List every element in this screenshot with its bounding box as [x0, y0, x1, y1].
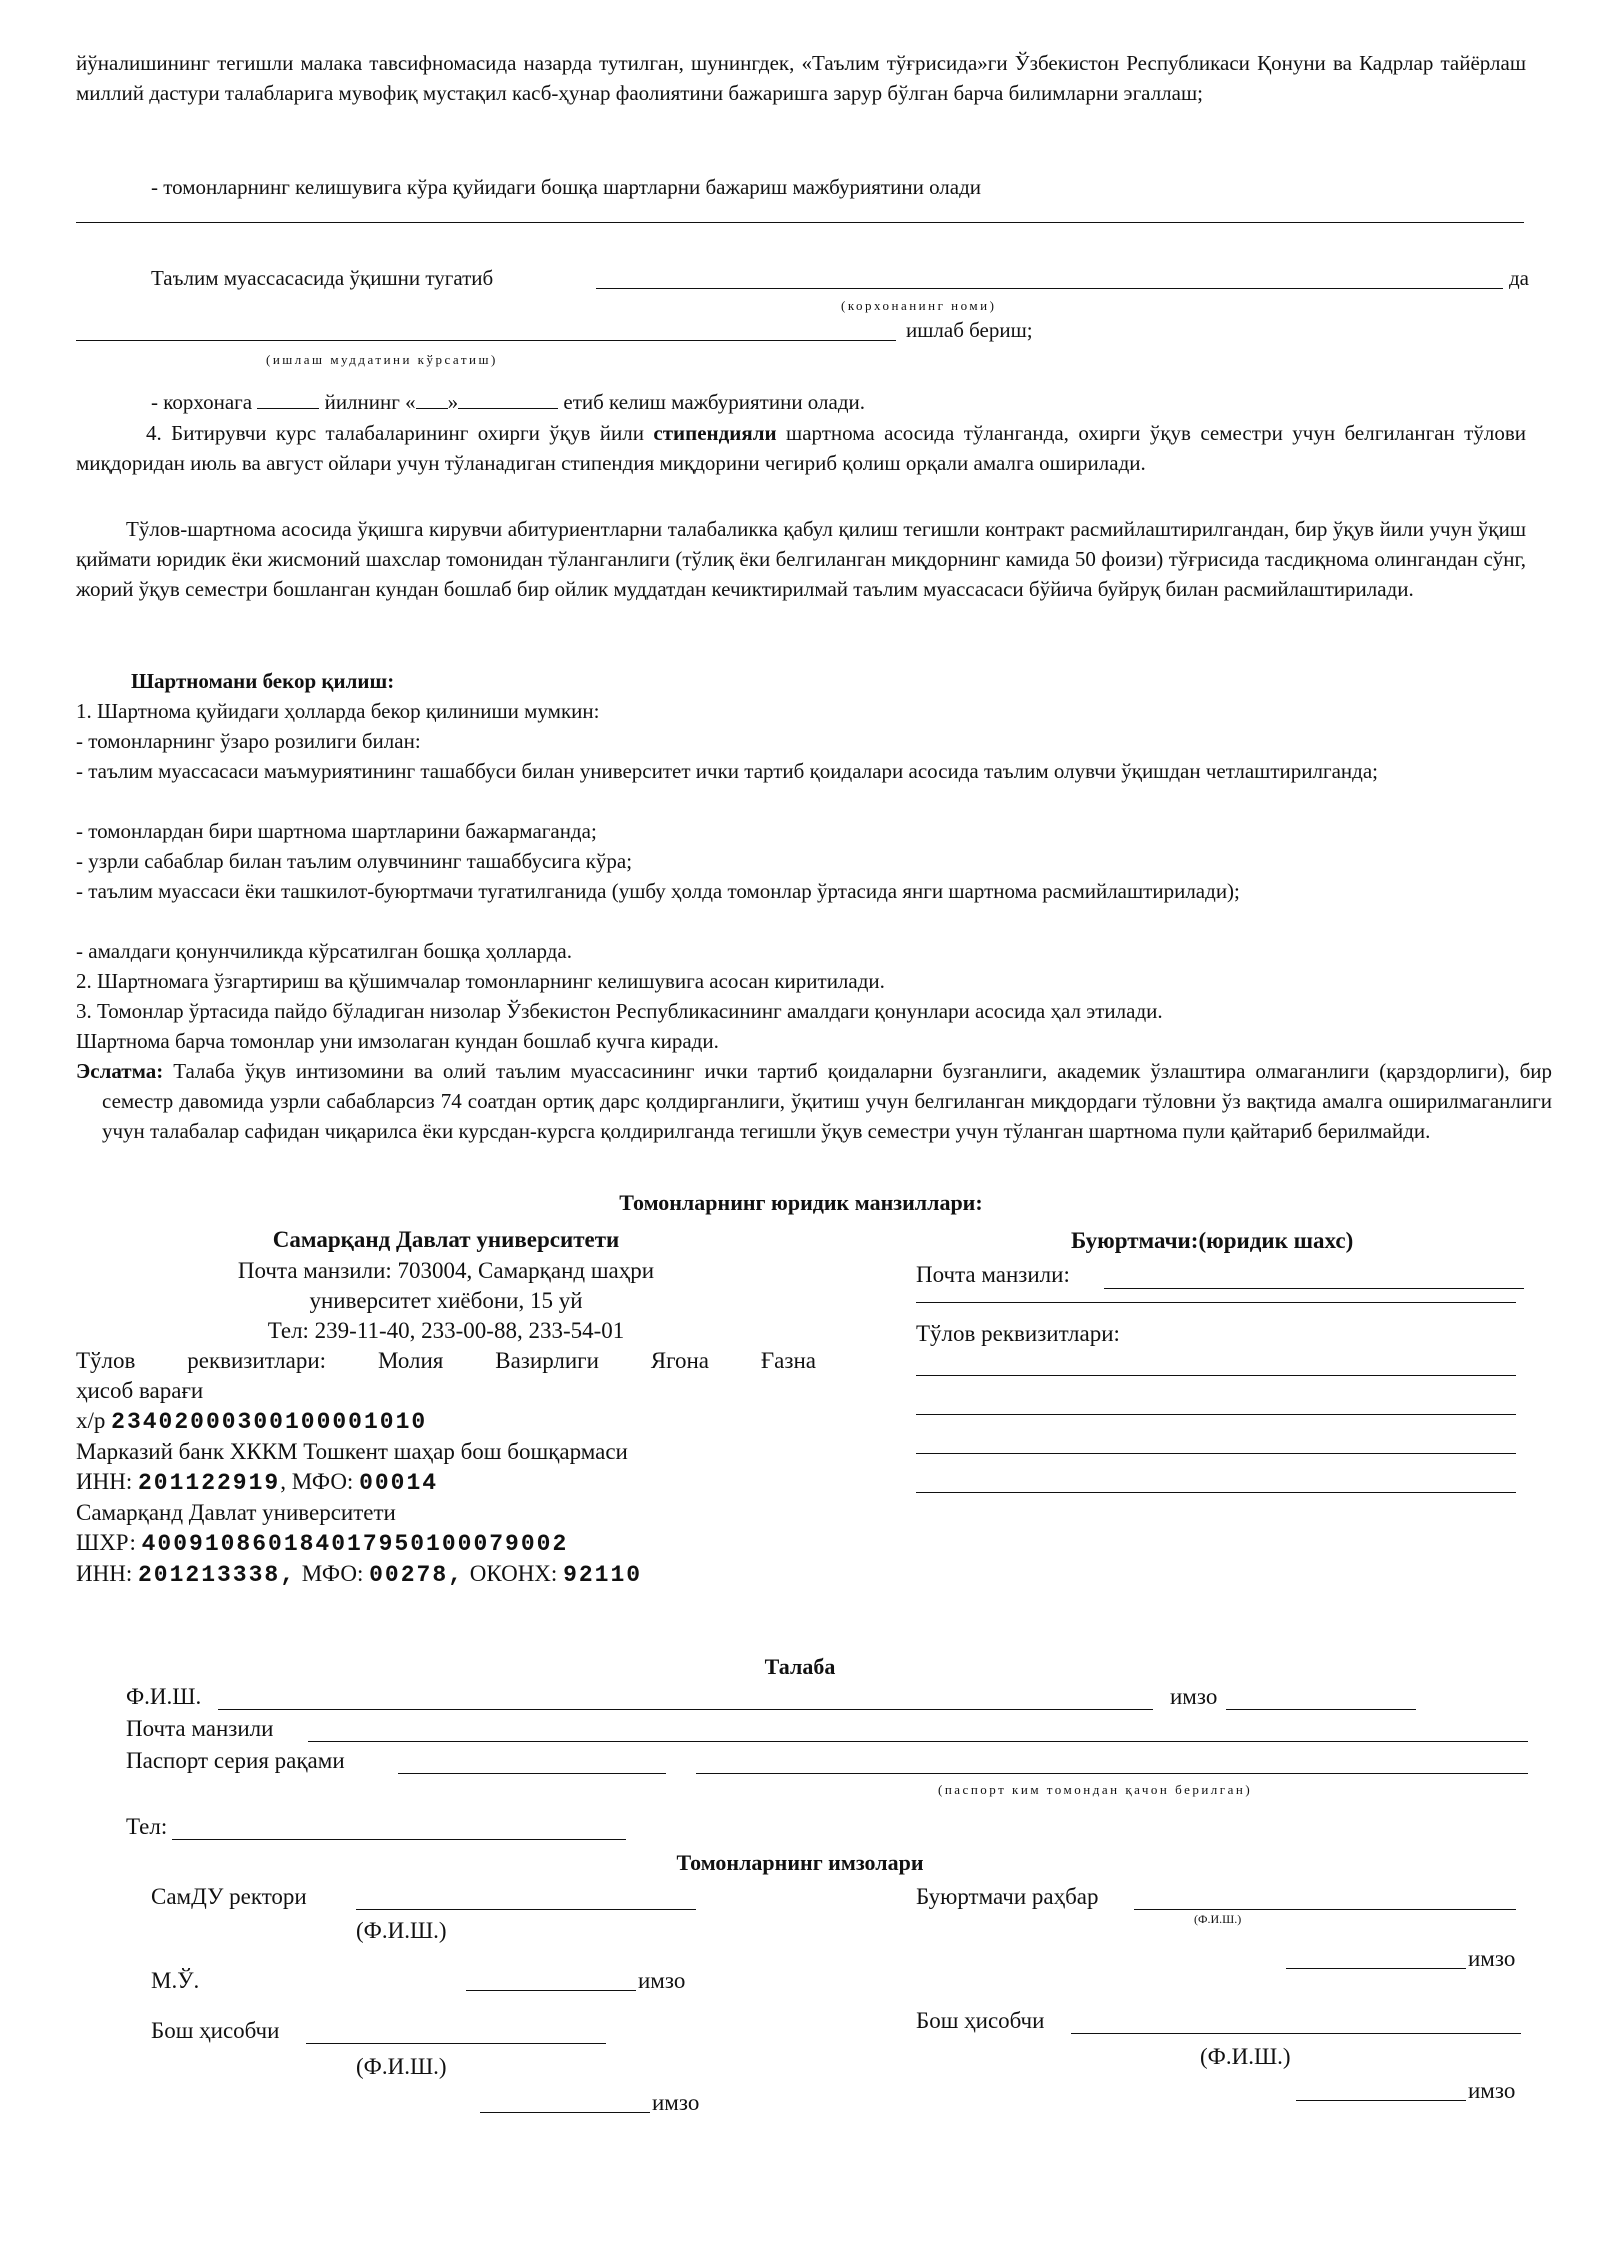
customer-accountant-sign-label: имзо [1468, 2078, 1516, 2103]
customer-heading: Буюртмачи:(юридик шахс) [1071, 1228, 1354, 1253]
blank-line [76, 222, 1524, 223]
student-phone-label: Тел: [126, 1814, 168, 1839]
accountant-name-field[interactable] [306, 2043, 606, 2044]
customer-block [916, 1226, 1526, 1493]
arrival-text-c: » [447, 390, 459, 414]
student-passport-number-field[interactable] [398, 1773, 666, 1774]
university-account-label: ҳисоб варағи [76, 1378, 204, 1403]
termination-sub-2: - таълим муассасаси маъмуриятининг ташаббуси билан университет ички тартиб қоидалари асосида таълим олувчи ўқишдан четлаштирилганда; [76, 759, 1378, 783]
university-block [76, 1224, 816, 1590]
arrival-text-b: йилнинг « [324, 390, 416, 414]
work-text: ишлаб бериш; [906, 318, 1033, 342]
university-inn-mfo-okonh: ИНН: 201213338, МФО: 00278, ОКОНХ: 92110 [76, 1561, 643, 1588]
university-bank: Марказий банк ХККМ Тошкент шаҳар бош бошқармаси [76, 1439, 628, 1464]
university-requisites: Тўлов реквизитлари: Молия Вазирлиги Ягона Ғазна [76, 1348, 816, 1373]
student-heading: Талаба [764, 1654, 836, 1679]
termination-sub-6: - амалдаги қонунчиликда кўрсатилган бошқа ҳолларда. [76, 939, 572, 963]
intro-obligation: - томонларнинг келишувига кўра қуйидаги бошқа шартларни бажариш мажбуриятини олади [151, 175, 982, 199]
customer-address-field-2[interactable] [916, 1302, 1516, 1303]
accountant-sign-label: имзо [652, 2090, 700, 2115]
customer-accountant-fio-hint: (Ф.И.Ш.) [1200, 2044, 1291, 2069]
student-fio-row [126, 1684, 1526, 1716]
customer-head-sign-field[interactable] [1286, 1968, 1466, 1969]
student-phone-field[interactable] [172, 1839, 626, 1840]
student-sign-field[interactable] [1226, 1709, 1416, 1710]
rector-name-field[interactable] [356, 1909, 696, 1910]
accountant-row [151, 2018, 711, 2050]
customer-head-fio-hint: (Ф.И.Ш.) [1194, 1912, 1242, 1926]
student-passport-issued-field[interactable] [696, 1773, 1528, 1774]
accountant-label: Бош ҳисобчи [151, 2018, 280, 2043]
university-shr: ШХР: 400910860184017950100079002 [76, 1530, 569, 1557]
university-address-2: университет хиёбони, 15 уй [309, 1288, 583, 1313]
customer-head-name-field[interactable] [1134, 1909, 1516, 1910]
arrival-text-d: етиб келиш мажбуриятини олади. [563, 390, 866, 414]
customer-requisites-label: Тўлов реквизитлари: [916, 1321, 1120, 1346]
university-account: х/р 23402000300100001010 [76, 1408, 428, 1435]
customer-address-label: Почта манзили: [916, 1262, 1070, 1287]
university-name-2: Самарқанд Давлат университети [76, 1500, 396, 1525]
passport-hint: (паспорт ким томондан қачон берилган) [938, 1782, 1253, 1797]
company-name-hint: (корхонанинг номи) [841, 298, 997, 313]
termination-sub-3: - томонлардан бири шартнома шартларини бажармаганда; [76, 819, 597, 843]
termination-sub-1: - томонларнинг ўзаро розилиги билан: [76, 729, 421, 753]
university-name: Самарқанд Давлат университети [272, 1227, 620, 1252]
arrival-row [151, 386, 865, 415]
student-address-field[interactable] [308, 1741, 1528, 1742]
rector-row [151, 1884, 711, 1916]
university-address-1: Почта манзили: 703004, Самарқанд шаҳри [237, 1258, 655, 1283]
employment-lead: Таълим муассасасида ўқишни тугатиб [151, 266, 494, 290]
stipend-clause: 4. Битирувчи курс талабаларининг охирги ўқув йили стипендияли шартнома асосида тўланганда, охирги ўқув семестри учун белгиланган тўлови миқдоридан июль ва август ойлари учун тўланадиган стипендия миқдорини чегириб қолиш орқали амалга оширилади. [76, 421, 1526, 475]
stamp-sign-label: имзо [638, 1968, 686, 1993]
student-sign-label: имзо [1170, 1684, 1218, 1709]
arrival-year-field[interactable] [257, 386, 319, 409]
termination-item-3: 3. Томонлар ўртасида пайдо бўладиган низолар Ўзбекистон Республикасининг амалдаги қонунлари асосида ҳал этилади. [76, 999, 1163, 1023]
accountant-sign-field[interactable] [480, 2112, 650, 2113]
university-phone: Тел: 239-11-40, 233-00-88, 233-54-01 [267, 1318, 625, 1343]
student-fio-field[interactable] [218, 1709, 1153, 1710]
termination-item-2: 2. Шартномага ўзгартириш ва қўшимчалар томонларнинг келишувига асосан киритилади. [76, 969, 885, 993]
company-name-field[interactable] [596, 288, 1503, 289]
student-fio-label: Ф.И.Ш. [126, 1684, 202, 1709]
customer-requisites-line-1[interactable] [916, 1375, 1516, 1376]
student-phone-row [126, 1814, 726, 1846]
note-paragraph: Эслатма: Талаба ўқув интизомини ва олий таълим муассасининг ички тартиб қоидаларни бузганлиги, академик ўзлаштира олмаганлиги (қарздорлиги), бир семестр давомида узрли сабабларсиз 74 соатдан ортиқ дарс қолдирганлиги, ўқитиш учун белгиланган миқдордаги тўловни ўз вақтида амалга оширилмаганлиги учун талабалар сафидан чиқарилса ёки курсдан-курсга қолдирилганда тегишли ўқув семестри учун тўланган шартнома пули қайтариб берилмайди. [76, 1059, 1552, 1143]
stamp-sign-field[interactable] [466, 1990, 636, 1991]
work-period-field[interactable] [76, 340, 896, 341]
rector-label: СамДУ ректори [151, 1884, 307, 1909]
customer-requisites-line-3[interactable] [916, 1453, 1516, 1454]
customer-requisites-line-2[interactable] [916, 1414, 1516, 1415]
stamp-label: М.Ў. [151, 1968, 200, 1993]
payment-clause: Тўлов-шартнома асосида ўқишга кирувчи абитуриентларни талабаликка қабул қилиш тегишли контракт расмийлаштирилгандан, бир ўқув йили учун ўқиш қиймати юридик ёки жисмоний шахслар томонидан тўланганлиги (тўлиқ ёки белгиланган миқдорнинг камида 50 фоизи) тўғрисида тасдиқнома олингандан сўнг, жорий ўқув семестри бошланган кундан бошлаб бир ойлик муддатдан кечиктирилмай таълим муассасаси бўйича буйруқ билан расмийлаштирилади. [76, 517, 1526, 601]
customer-address-row [916, 1262, 1526, 1302]
accountant-fio-hint: (Ф.И.Ш.) [356, 2054, 447, 2079]
student-address-row [126, 1716, 1526, 1748]
termination-item-1: 1. Шартнома қуйидаги ҳолларда бекор қилиниши мумкин: [76, 699, 600, 723]
effect-clause: Шартнома барча томонлар уни имзолаган кундан бошлаб кучга киради. [76, 1029, 719, 1053]
rector-fio-hint: (Ф.И.Ш.) [356, 1918, 447, 1943]
termination-sub-5: - таълим муассаси ёки ташкилот-буюртмачи тугатилганида (ушбу ҳолда томонлар ўртасида янги шартнома расмийлаштирилади); [76, 879, 1240, 903]
arrival-text-a: - корхонага [151, 390, 253, 414]
termination-heading: Шартномани бекор қилиш: [131, 669, 395, 693]
customer-requisites-line-4[interactable] [916, 1492, 1516, 1493]
customer-accountant-row [916, 2008, 1526, 2040]
arrival-month-field[interactable] [458, 386, 558, 409]
student-address-label: Почта манзили [126, 1716, 274, 1741]
intro-paragraph: йўналишининг тегишли малака тавсифномасида назарда тутилган, шунингдек, «Таълим тўғрисида»ги Ўзбекистон Республикаси Қонуни ва Кадрлар тайёрлаш миллий дастури талабларига мувофиқ мустақил касб-ҳунар фаолиятини бажаришга зарур бўлган барча билимларни эгаллаш; [76, 51, 1526, 105]
customer-address-field[interactable] [1104, 1288, 1524, 1289]
customer-head-sign-label: имзо [1468, 1946, 1516, 1971]
addresses-heading: Томонларнинг юридик манзиллари: [619, 1190, 983, 1215]
customer-accountant-name-field[interactable] [1071, 2033, 1521, 2034]
student-passport-row [126, 1748, 1526, 1780]
arrival-day-field[interactable] [416, 386, 448, 409]
student-passport-label: Паспорт серия рақами [126, 1748, 345, 1773]
employment-row [151, 266, 1530, 296]
employment-suffix: да [1509, 266, 1530, 290]
customer-head-label: Буюртмачи раҳбар [916, 1884, 1099, 1909]
note-label: Эслатма: [76, 1059, 164, 1083]
signatures-heading: Томонларнинг имзолари [676, 1850, 924, 1875]
university-inn-mfo: ИНН: 201122919, МФО: 00014 [76, 1469, 439, 1496]
work-period-hint: (ишлаш муддатини кўрсатиш) [266, 352, 498, 367]
customer-accountant-sign-field[interactable] [1296, 2100, 1466, 2101]
customer-accountant-label: Бош ҳисобчи [916, 2008, 1045, 2033]
termination-sub-4: - узрли сабаблар билан таълим олувчининг ташаббусига кўра; [76, 849, 633, 873]
